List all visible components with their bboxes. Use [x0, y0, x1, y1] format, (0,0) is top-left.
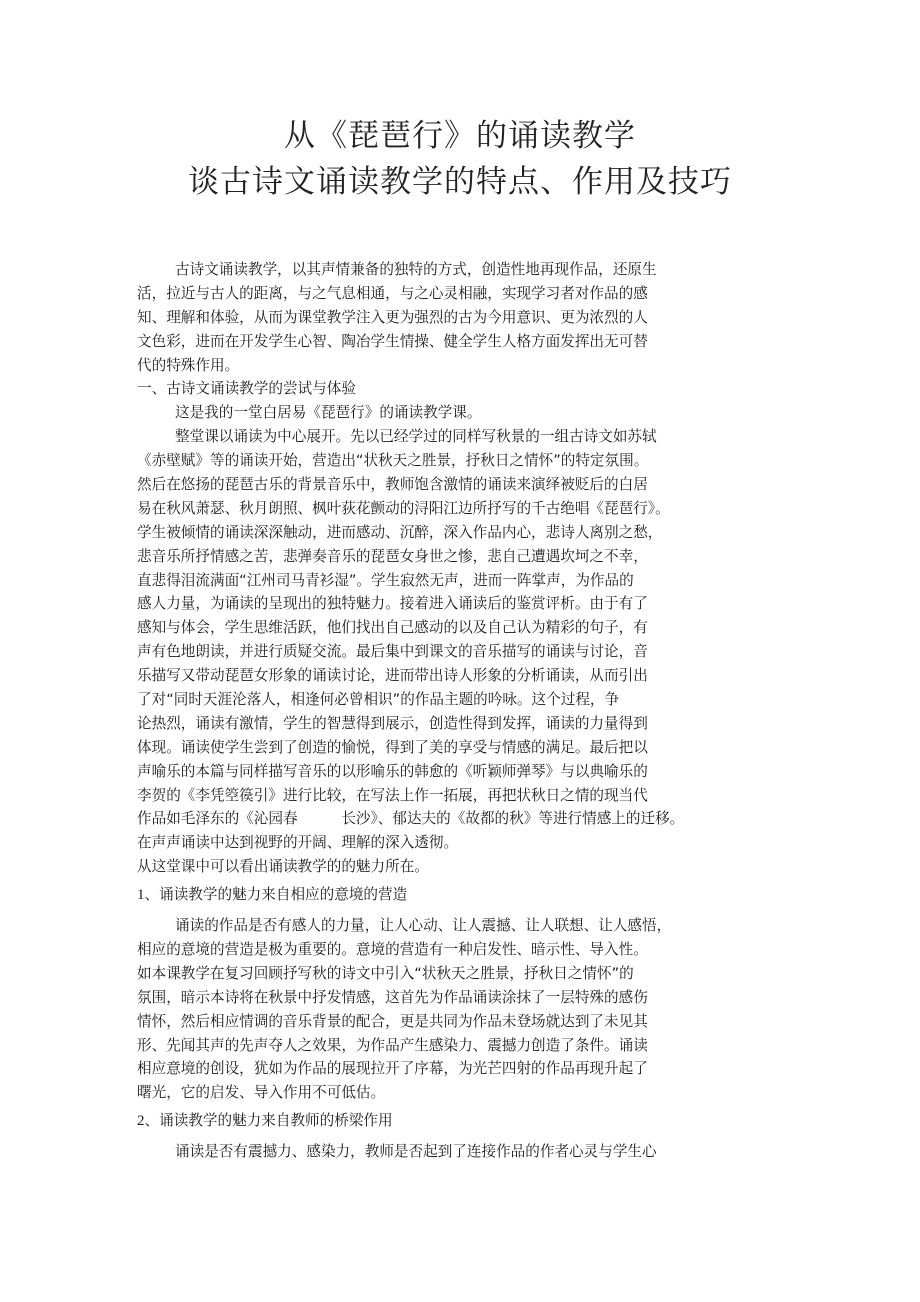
text-line: 论热烈，诵读有激情，学生的智慧得到展示，创造性得到发挥，诵读的力量得到: [137, 714, 648, 732]
text-line: 整堂课以诵读为中心展开。先以已经学过的同样写秋景的一组古诗文如苏轼: [175, 428, 657, 446]
intro-paragraph: [137, 258, 783, 377]
text-line: 诵读是否有震撼力、感染力，教师是否起到了连接作品的作者心灵与学生心: [175, 1143, 657, 1161]
text-line: 悲音乐所抒情感之苦，悲弹奏音乐的琵琶女身世之惨，悲自己遭遇坎坷之不幸，: [137, 547, 648, 565]
section-heading: 一、古诗文诵读教学的尝试与体验: [137, 380, 356, 398]
text-line: 乐描写又带动琵琶女形象的诵读讨论，进而带出诗人形象的分析诵读，从而引出: [137, 667, 648, 685]
text-line: 古诗文诵读教学，以其声情兼备的独特的方式，创造性地再现作品，还原生: [175, 261, 657, 278]
point-2-paragraph: [137, 1140, 783, 1164]
text-line: 作品如毛泽东的《沁园春 长沙》、郁达夫的《故都的秋》等进行情感上的迁移。: [137, 810, 685, 828]
text-line: 感知与体会，学生思维活跃，他们找出自己感动的以及自己认为精彩的句子，有: [137, 619, 648, 637]
text-line: 感人力量，为诵读的呈现出的独特魅力。接着进入诵读后的鉴赏评析。由于有了: [137, 595, 648, 613]
text-line: 在声声诵读中达到视野的开阔、理解的深入透彻。: [137, 834, 459, 852]
text-line: 直悲得泪流满面“江州司马青衫湿”。学生寂然无声，进而一阵掌声，为作品的: [137, 571, 634, 589]
text-line: 相应意境的创设，犹如为作品的展现拉开了序幕，为光芒四射的作品再现升起了: [137, 1060, 648, 1078]
lesson-paragraph: [137, 425, 783, 855]
title-line-1: 从《琵琶行》的诵读教学: [284, 118, 636, 154]
title-line-2: 谈古诗文诵读教学的特点、作用及技巧: [188, 164, 732, 200]
point-number: 2: [137, 1113, 145, 1130]
text-line: 情怀，然后相应情调的音乐背景的配合，更是共同为作品未登场就达到了未见其: [137, 1012, 648, 1030]
text-line: 声有色地朗读，并进行质疑交流。最后集中到课文的音乐描写的诵读与讨论，音: [137, 643, 648, 661]
point-1-heading: [137, 883, 783, 907]
text-line: 李贺的《李凭箜篌引》进行比较，在写法上作一拓展，再把状秋日之情的现当代: [137, 786, 648, 804]
point-heading-text: 、诵读教学的魅力来自教师的桥梁作用: [144, 1112, 393, 1130]
text-line: 代的特殊作用。: [137, 356, 240, 374]
text-line: 文色彩，进而在开发学生心智、陶冶学生情操、健全学生人格方面发挥出无可替: [137, 332, 648, 350]
text-line: 知、理解和体验，从而为课堂教学注入更为强烈的古为今用意识、更为浓烈的人: [137, 308, 648, 326]
text-line: 如本课教学在复习回顾抒写秋的诗文中引入“状秋天之胜景，抒秋日之情怀”的: [137, 964, 634, 982]
text-line: 学生被倾情的诵读深深触动，进而感动、沉醉，深入作品内心，悲诗人离别之愁，: [137, 523, 663, 541]
text-line: 了对“同时天涯沦落人，相逢何必曾相识”的作品主题的吟咏。这个过程，争: [137, 691, 620, 709]
text-line: 活，拉近与古人的距离，与之气息相通，与之心灵相融，实现学习者对作品的感: [137, 284, 648, 302]
point-number: 1: [137, 887, 145, 904]
text-line: 体现。诵读使学生尝到了创造的愉悦，得到了美的享受与情感的满足。最后把以: [137, 738, 648, 756]
text-line: 声喻乐的本篇与同样描写音乐的以形喻乐的韩愈的《听颖师弹琴》与以典喻乐的: [137, 762, 648, 780]
text-line: 《赤壁赋》等的诵读开始，营造出“状秋天之胜景，抒秋日之情怀”的特定氛围。: [137, 452, 649, 470]
summary-line: 从这堂课中可以看出诵读教学的的魅力所在。: [137, 858, 429, 876]
point-heading-text: 、诵读教学的魅力来自相应的意境的营造: [144, 886, 408, 904]
text-line: 易在秋风萧瑟、秋月朗照、枫叶荻花颤动的浔阳江边所抒写的千古绝唱《琵琶行》。: [137, 499, 670, 517]
text-line: 形、先闻其声的先声夺人之效果，为作品产生感染力、震撼力创造了条件。诵读: [137, 1036, 648, 1054]
text-line: 氛围，暗示本诗将在秋景中抒发情感，这首先为作品诵读涂抹了一层特殊的感伤: [137, 988, 648, 1006]
text-line: 诵读的作品是否有感人的力量，让人心动、让人震撼、让人联想、让人感悟，: [175, 917, 672, 935]
text-line: 曙光，它的启发、导入作用不可低估。: [137, 1084, 386, 1102]
text-line: 然后在悠扬的琵琶古乐的背景音乐中，教师饱含激情的诵读来演绎被贬后的白居: [137, 476, 648, 494]
document-body: [137, 258, 783, 1164]
point-2-heading: [137, 1109, 783, 1133]
point-1-paragraph: [137, 914, 783, 1105]
paragraph-line: 这是我的一堂白居易《琵琶行》的诵读教学课。: [175, 404, 482, 422]
text-line: 相应的意境的营造是极为重要的。意境的营造有一种启发性、暗示性、导入性。: [137, 940, 648, 958]
